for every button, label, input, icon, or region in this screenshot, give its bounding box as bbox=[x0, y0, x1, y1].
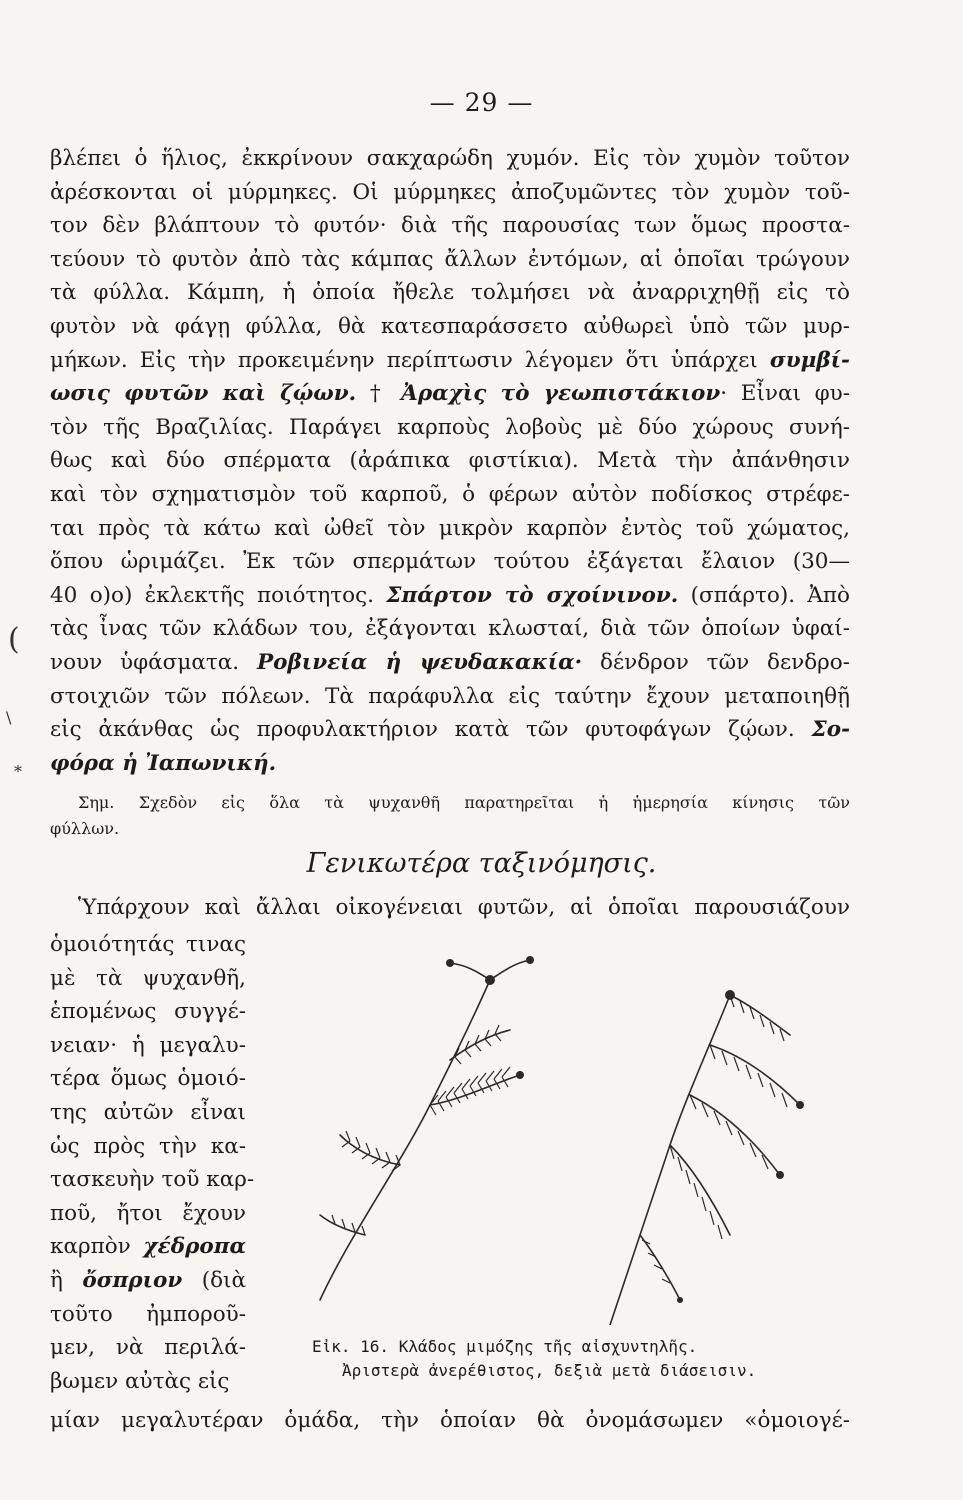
text-line bbox=[50, 747, 850, 781]
closing-line: μίαν μεγαλυτέραν ὁμάδα, τὴν ὁποίαν θὰ ὀνομάσωμεν «ὁμοιογέ- bbox=[50, 1408, 850, 1433]
text-line: ται πρὸς τὰ κάτω καὶ ὠθεῖ τὸν μικρὸν καρπὸν ἐντὸς τοῦ χώματος, bbox=[50, 515, 850, 541]
term-sophora-end: φόρα ἡ Ἰαπωνική. bbox=[50, 750, 277, 776]
text-segment: (σπάρτο). Ἀπὸ bbox=[678, 582, 850, 608]
text-line: τέρα ὅμως ὁμοιό- bbox=[50, 1066, 246, 1092]
text-segment: δένδρον τῶν δενδρο- bbox=[582, 649, 850, 675]
text-line bbox=[50, 579, 850, 613]
section-heading: Γενικωτέρα ταξινόμησις. bbox=[306, 848, 657, 879]
text-line: ἀρέσκονται οἱ μύρμηκες. Οἱ μύρμηκες ἀποζυμῶντες τὸν χυμὸν τοῦ- bbox=[50, 179, 850, 205]
text-line: τασκευὴν τοῦ καρ- bbox=[50, 1167, 255, 1193]
footnote bbox=[50, 790, 850, 842]
term-spartium: Σπάρτον τὸ σχοίνινον. bbox=[386, 582, 679, 608]
text-line bbox=[50, 377, 850, 411]
note-line: Σημ. Σχεδὸν εἰς ὅλα τὰ ψυχανθῆ παρατηρεῖται ἡ ἡμερησία κίνησις τῶν bbox=[78, 793, 850, 812]
left-column-text bbox=[50, 928, 255, 1398]
term-xedropa: χέδροπα bbox=[143, 1234, 246, 1260]
text-segment: 40 ο)ο) ἐκλεκτῆς ποιότητος. bbox=[50, 582, 374, 608]
text-line: ὅπου ὡριμάζει. Ἐκ τῶν σπερμάτων τούτου ἐξάγεται ἔλαιον (30— bbox=[50, 549, 850, 575]
text-line: τεύουν τὸ φυτὸν ἀπὸ τὰς κάμπας ἄλλων ἐντόμων, αἱ ὁποῖαι τρώγουν bbox=[50, 246, 850, 272]
figure-caption bbox=[312, 1335, 802, 1383]
caption-line: Ἀριστερὰ ἀνερέθιστος, δεξιὰ μετὰ διάσεισιν. bbox=[342, 1361, 757, 1380]
term-sophora: Σο- bbox=[811, 717, 850, 743]
term-symbiosis-end: ωσις φυτῶν καὶ ζῴων. bbox=[50, 381, 357, 407]
text-line: τὰ φύλλα. Κάμπη, ἡ ὁποία ἤθελε τολμήσει νὰ ἀναρριχηθῇ εἰς τὸ bbox=[50, 280, 850, 306]
term-robinia: Ροβινεία ἡ ψευδακακία· bbox=[257, 649, 583, 675]
margin-bracket-mark: ( bbox=[8, 622, 20, 657]
text-line: τὰς ἶνας τῶν κλάδων του, ἐξάγονται κλωσταί, διὰ τῶν ὁποίων ὑφαί- bbox=[50, 616, 850, 642]
text-line: μὲ τὰ ψυχανθῆ, bbox=[50, 965, 246, 991]
mimosa-branch-drawing bbox=[290, 935, 850, 1325]
text-line: καὶ τὸν σχηματισμὸν τοῦ καρποῦ, ὁ φέρων αὐτὸν ποδίσκος στρέφε- bbox=[50, 481, 850, 507]
text-segment: νουν ὑφάσματα. bbox=[50, 649, 240, 675]
intro-line: Ὑπάρχουν καὶ ἄλλαι οἰκογένειαι φυτῶν, αἱ ὁποῖαι παρουσιάζουν bbox=[78, 895, 850, 920]
text-line: ποῦ, ἤτοι ἔχουν bbox=[50, 1200, 246, 1226]
text-line bbox=[50, 1230, 246, 1264]
text-line bbox=[50, 713, 850, 747]
text-segment: καρπὸν bbox=[50, 1234, 131, 1260]
term-arachis: Ἀραχὶς τὸ γεωπιστάκιον bbox=[401, 381, 721, 407]
margin-slash-mark: \ bbox=[6, 708, 12, 727]
text-line: τὸν τῆς Βραζιλίας. Παράγει καρποὺς λοβοὺς μὲ δύο χώρους συνή- bbox=[50, 414, 850, 440]
text-line bbox=[50, 344, 850, 378]
text-line: στοιχιῶν τῶν πόλεων. Τὰ παράφυλλα εἰς ταύτην ἔχουν μεταποιηθῇ bbox=[50, 683, 850, 709]
margin-star-mark: * bbox=[14, 762, 22, 781]
text-line: φυτὸν νὰ φάγῃ φύλλα, θὰ κατεσπαράσσετο αὐθωρεὶ ὑπὸ τῶν μυρ- bbox=[50, 313, 850, 339]
text-line: βλέπει ὁ ἥλιος, ἐκκρίνουν σακχαρώδη χυμόν. Εἰς τὸν χυμὸν τοῦτον bbox=[50, 146, 850, 171]
text-segment: · Εἶναι φυ- bbox=[720, 381, 850, 407]
term-symbiosis: συμβί- bbox=[769, 347, 850, 373]
text-segment: εἰς ἀκάνθας ὡς προφυλακτήριον κατὰ τῶν φυτοφάγων ζῴων. bbox=[50, 717, 795, 743]
text-line: ἑπομένως συγγέ- bbox=[50, 999, 246, 1025]
dagger-mark: † bbox=[369, 381, 388, 407]
text-line: της αὐτῶν εἶναι bbox=[50, 1099, 246, 1125]
text-line: μεν, νὰ περιλά- bbox=[50, 1335, 246, 1361]
caption-line: Εἰκ. 16. Κλάδος μιμόζης τῆς αἰσχυντηλῆς. bbox=[312, 1337, 698, 1356]
main-paragraph bbox=[50, 142, 850, 780]
text-line: ὁμοιότητάς τινας bbox=[50, 932, 246, 957]
text-line: ὡς πρὸς τὴν κα- bbox=[50, 1133, 246, 1159]
mimosa-illustration bbox=[290, 935, 850, 1325]
text-segment: μήκων. Εἰς τὴν προκειμένην περίπτωσιν λέγομεν ὅτι ὑπάρχει bbox=[50, 347, 758, 373]
text-segment: ἢ bbox=[50, 1267, 63, 1293]
text-line bbox=[50, 646, 850, 680]
text-segment: (διὰ bbox=[201, 1267, 246, 1293]
note-line: φύλλων. bbox=[50, 819, 120, 838]
page-number: — 29 — bbox=[429, 88, 534, 117]
text-line: τον δὲν βλάπτουν τὸ φυτόν· διὰ τῆς παρουσίας των ὅμως προστα- bbox=[50, 213, 850, 239]
text-line: τοῦτο ἠμποροῦ- bbox=[50, 1301, 246, 1327]
text-line bbox=[50, 1264, 246, 1298]
text-line: νειαν· ἡ μεγαλυ- bbox=[50, 1032, 246, 1058]
term-ospro: ὄσπριον bbox=[82, 1267, 183, 1293]
text-line: βωμεν αὐτὰς εἰς bbox=[50, 1368, 230, 1394]
text-line: θως καὶ δύο σπέρματα (ἀράπικα φιστίκια). Μετὰ τὴν ἀπάνθησιν bbox=[50, 448, 850, 474]
